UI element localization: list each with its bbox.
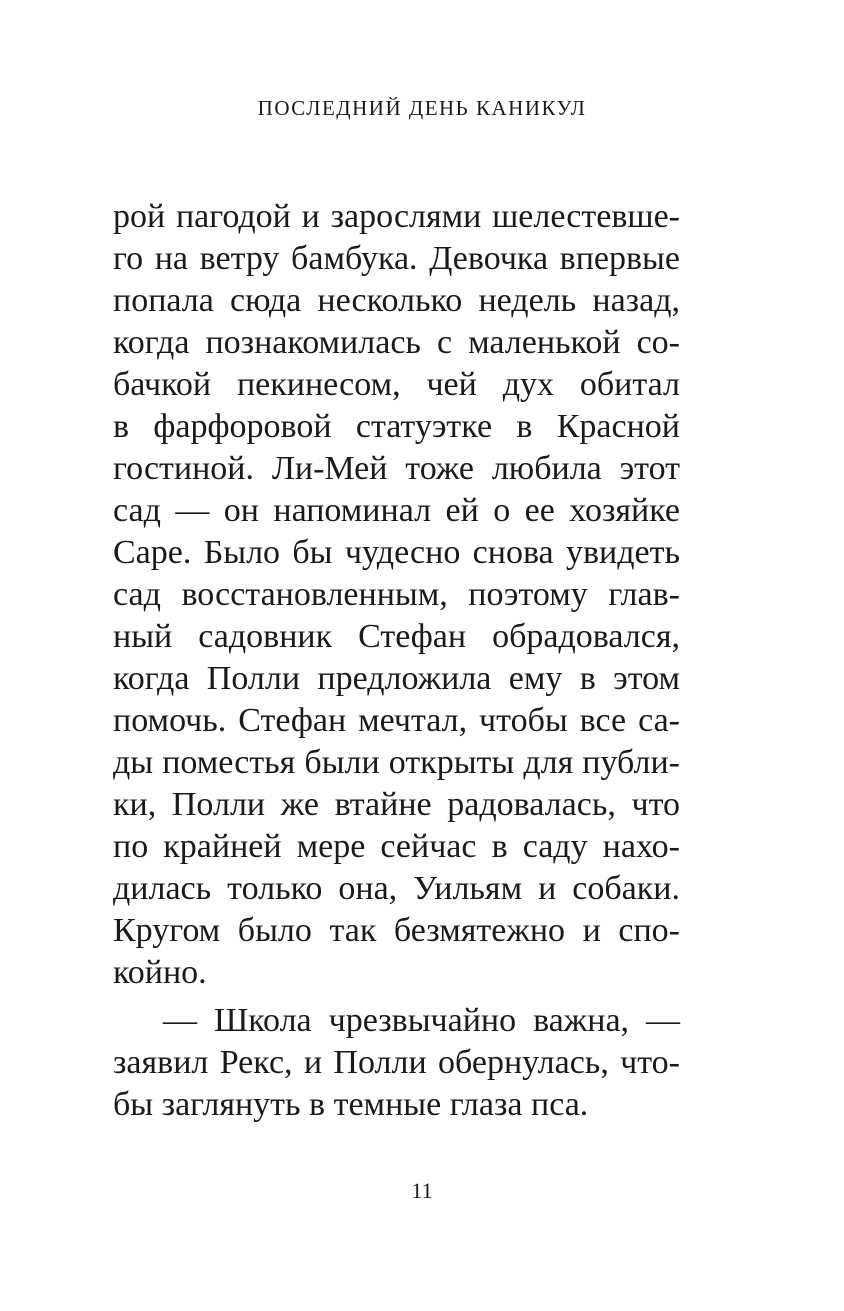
text-line: по крайней мере сейчас в саду нахо- [113,828,680,865]
paragraph-1 [113,196,680,994]
text-line: когда Полли предложила ему в этом [113,660,680,697]
text-line: рой пагодой и зарослями шелестевше- [113,198,680,235]
text-line: заявил Рекс, и Полли обернулась, что- [113,1044,680,1081]
paragraph-2 [113,1000,680,1126]
text-line: когда познакомилась с маленькой со- [113,324,680,361]
text-line: в фарфоровой статуэтке в Красной [113,408,680,445]
page-number: 11 [411,1178,433,1203]
text-line: гостиной. Ли-Мей тоже любила этот [113,450,680,487]
text-line: — Школа чрезвычайно важна, — [163,1002,680,1039]
text-line: помочь. Стефан мечтал, чтобы все са- [113,702,680,739]
text-line: Саре. Было бы чудесно снова увидеть [113,534,680,571]
text-line: ды поместья были открыты для публи- [113,744,680,781]
text-line: бачкой пекинесом, чей дух обитал [113,366,680,403]
text-line: го на ветру бамбука. Девочка впервые [113,240,680,277]
text-line: койно. [113,954,207,991]
text-line: сад — он напоминал ей о ее хозяйке [113,492,680,529]
text-line: Кругом было так безмятежно и спо- [113,912,680,949]
text-line: сад восстановленным, поэтому глав- [113,576,680,613]
text-line: дилась только она, Уильям и собаки. [113,870,680,907]
body-text [113,196,680,1126]
text-line: бы заглянуть в темные глаза пса. [113,1086,589,1123]
text-line: попала сюда несколько недель назад, [113,282,680,319]
running-header: ПОСЛЕДНИЙ ДЕНЬ КАНИКУЛ [257,96,587,120]
text-line: ный садовник Стефан обрадовался, [113,618,680,655]
text-line: ки, Полли же втайне радовалась, что [113,786,680,823]
